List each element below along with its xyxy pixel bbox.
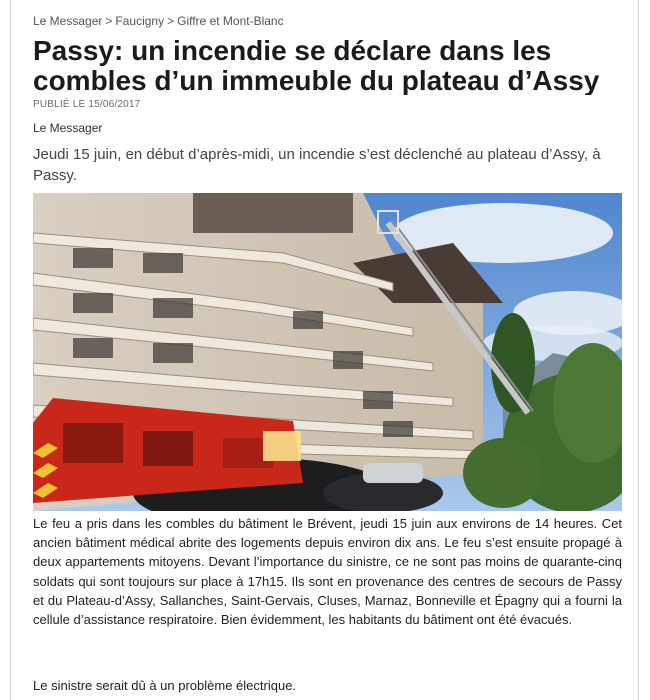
article-photo[interactable] — [33, 193, 622, 511]
article-paragraph: Le feu a pris dans les combles du bâtiment le Brévent, jeudi 15 juin aux environs de 14 heures. Cet ancien bâtiment médical abrite des logements depuis environ dix ans. Le feu s’est ensuite propagé à deux appartements mitoyens. Devant l’importance du sinistre, ce ne sont pas moins de quarante-cinq soldats qui sont toujours sur place à 17h15. Ils sont en provenance des centres de secours de Passy et du Plateau-d’Assy, Sallanches, Saint-Gervais, Cluses, Marnaz, Bonneville et Épagny qui a fourni la cellule d’assistance respiratoire. Bien évidemment, les habitants du bâtiment ont été évacués. — [33, 516, 622, 628]
breadcrumb-item-faucigny[interactable]: Faucigny — [115, 14, 165, 28]
building-fire-photo — [33, 193, 622, 511]
article-frame — [10, 0, 639, 700]
breadcrumb-item-giffre-mont-blanc[interactable]: Giffre et Mont-Blanc — [177, 14, 284, 28]
article-source: Le Messager — [33, 121, 103, 135]
breadcrumb-separator: > — [167, 14, 175, 28]
breadcrumb-separator: > — [105, 14, 113, 28]
article-lead: Jeudi 15 juin, en début d’après-midi, un incendie s’est déclenché au plateau d’Assy, à Passy. — [33, 146, 601, 184]
article-title: Passy: un incendie se déclare dans les combles d’un immeuble du plateau d’Assy — [33, 36, 600, 95]
publish-date: PUBLIÉ LE 15/06/2017 — [33, 99, 141, 110]
breadcrumb — [33, 14, 284, 28]
breadcrumb-item-le-messager[interactable]: Le Messager — [33, 14, 103, 28]
article-paragraph-conclusion: Le sinistre serait dû à un problème électrique. — [33, 678, 297, 693]
